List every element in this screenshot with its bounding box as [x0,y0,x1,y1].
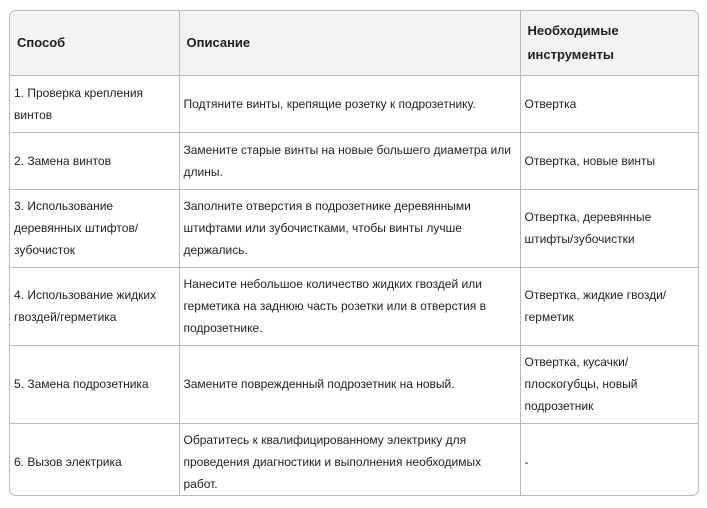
cell-method: 1. Проверка крепления винтов [10,75,179,132]
cell-description: Нанесите небольшое количество жидких гвоздей или герметика на заднюю часть розетки или в отверстия в подрозетнике. [179,267,520,345]
table-row [10,132,699,189]
cell-tools: Отвертка, деревянные штифты/зубочистки [520,189,699,267]
cell-method: 6. Вызов электрика [10,423,179,496]
cell-method: 2. Замена винтов [10,132,179,189]
table-row [10,345,699,423]
methods-table-container [9,10,699,496]
cell-method: 5. Замена подрозетника [10,345,179,423]
cell-description: Заполните отверстия в подрозетнике деревянными штифтами или зубочистками, чтобы винты лучше держались. [179,189,520,267]
cell-description: Подтяните винты, крепящие розетку к подрозетнику. [179,75,520,132]
header-tools: Необходимые инструменты [520,11,699,75]
header-description: Описание [179,11,520,75]
cell-description: Замените старые винты на новые большего диаметра или длины. [179,132,520,189]
methods-table [10,11,699,496]
table-header-row [10,11,699,75]
cell-tools: - [524,454,529,469]
cell-tools: Отвертка, новые винты [520,132,699,189]
header-method: Способ [10,11,179,75]
cell-tools: Отвертка, кусачки/ плоскогубцы, новый подрозетник [520,345,699,423]
cell-description: Замените поврежденный подрозетник на новый. [179,345,520,423]
cell-method: 4. Использование жидких гвоздей/герметика [10,267,179,345]
cell-tools: Отвертка [520,75,699,132]
table-row [10,189,699,267]
cell-method: 3. Использование деревянных штифтов/зубочисток [10,189,179,267]
table-row [10,75,699,132]
table-row [10,423,699,496]
cell-description: Обратитесь к квалифицированному электрику для проведения диагностики и выполнения необходимых работ. [179,423,520,496]
table-row [10,267,699,345]
cell-tools: Отвертка, жидкие гвозди/ герметик [520,267,699,345]
